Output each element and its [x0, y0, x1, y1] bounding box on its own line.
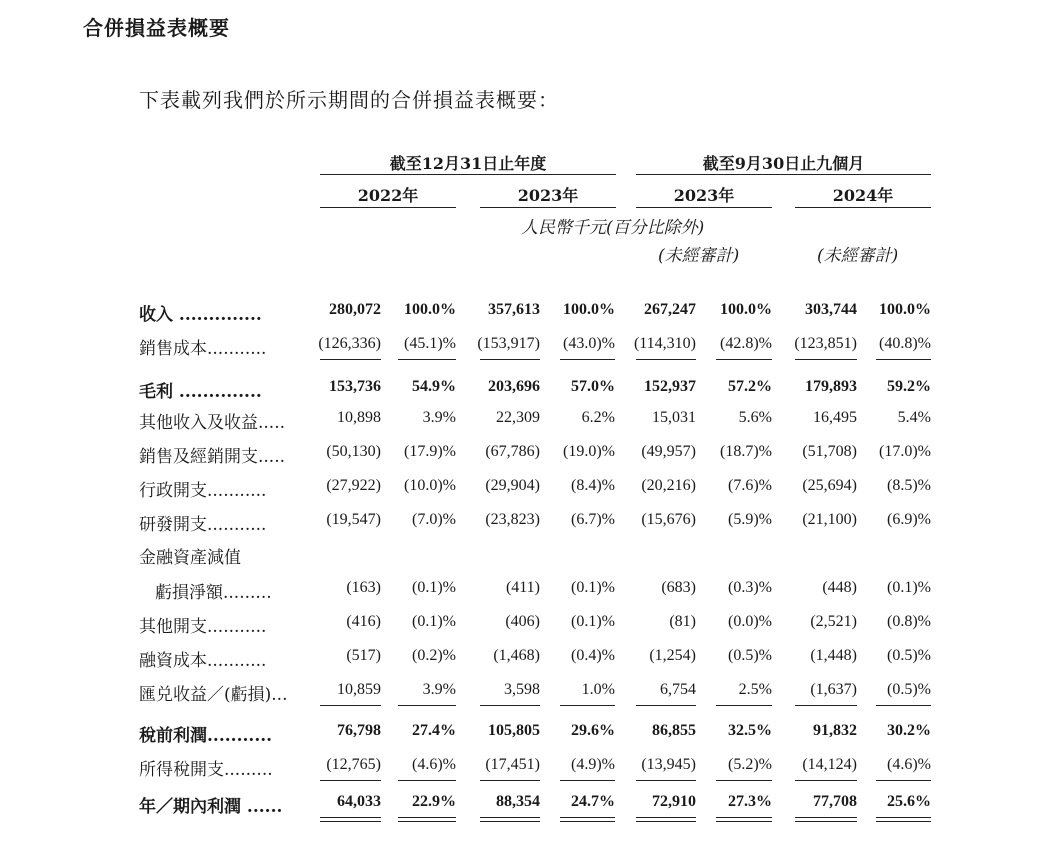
row-label: 其他開支...........: [139, 617, 267, 637]
row-label: 稅前利潤...........: [139, 726, 273, 746]
row-label: 研發開支...........: [139, 515, 267, 535]
subtotal-underline: [716, 705, 772, 706]
subtotal-underline: [560, 359, 615, 360]
cell-amount: 64,033: [337, 793, 381, 810]
cell-percent: (19.0)%: [563, 443, 615, 460]
cell-percent: (0.0)%: [728, 613, 772, 630]
row-label: 其他收入及收益.....: [139, 413, 286, 433]
cell-percent: 1.0%: [581, 681, 615, 698]
cell-amount: (406): [505, 613, 540, 630]
cell-amount: 6,754: [660, 681, 696, 698]
cell-percent: (6.9)%: [887, 511, 931, 528]
cell-amount: (67,786): [485, 443, 540, 460]
subtotal-underline: [876, 780, 931, 781]
cell-percent: (5.9)%: [728, 511, 772, 528]
cell-amount: (1,637): [810, 681, 857, 698]
cell-amount: 280,072: [329, 301, 381, 318]
cell-amount: 86,855: [652, 722, 696, 739]
cell-amount: (683): [661, 579, 696, 596]
cell-percent: 100.0%: [563, 301, 615, 318]
cell-amount: 22,309: [496, 409, 540, 426]
cell-percent: 57.0%: [571, 378, 615, 395]
cell-percent: 59.2%: [887, 378, 931, 395]
cell-amount: (19,547): [326, 511, 381, 528]
intro-text: 下表載列我們於所示期間的合併損益表概要：: [139, 88, 559, 112]
cell-amount: (126,336): [318, 335, 381, 352]
cell-amount: (517): [346, 647, 381, 664]
cell-percent: (0.1)%: [412, 613, 456, 630]
cell-percent: 2.5%: [738, 681, 772, 698]
cell-amount: (14,124): [802, 756, 857, 773]
section-title: 合併損益表概要: [83, 16, 230, 40]
year-header-2022: 2022年: [357, 186, 419, 205]
cell-amount: 10,898: [337, 409, 381, 426]
subtotal-underline: [716, 359, 772, 360]
cell-percent: (0.1)%: [412, 579, 456, 596]
header-rule-nine-months: [636, 174, 931, 175]
cell-amount: (27,922): [326, 477, 381, 494]
year-header-2024: 2024年: [832, 186, 894, 205]
cell-percent: (8.5)%: [887, 477, 931, 494]
total-double-underline: [795, 817, 857, 822]
cell-amount: (12,765): [326, 756, 381, 773]
cell-percent: (0.1)%: [571, 579, 615, 596]
subtotal-underline: [480, 359, 540, 360]
year-header-2023-nine-months: 2023年: [673, 186, 735, 205]
subtotal-underline: [320, 359, 381, 360]
cell-percent: (17.9)%: [404, 443, 456, 460]
cell-amount: 10,859: [337, 681, 381, 698]
subtotal-underline: [876, 705, 931, 706]
cell-amount: 72,910: [652, 793, 696, 810]
total-double-underline: [876, 817, 931, 822]
cell-amount: (411): [505, 579, 540, 596]
row-label: 銷售成本...........: [139, 339, 267, 359]
cell-percent: (0.8)%: [887, 613, 931, 630]
cell-percent: (7.0)%: [412, 511, 456, 528]
subtotal-underline: [716, 780, 772, 781]
cell-percent: (4.9)%: [571, 756, 615, 773]
cell-amount: (15,676): [641, 511, 696, 528]
subtotal-underline: [480, 780, 540, 781]
cell-percent: (7.6)%: [728, 477, 772, 494]
subtotal-underline: [398, 780, 456, 781]
cell-percent: 5.4%: [897, 409, 931, 426]
cell-amount: (416): [346, 613, 381, 630]
cell-amount: (153,917): [477, 335, 540, 352]
row-label: 行政開支...........: [139, 481, 267, 501]
cell-percent: (0.5)%: [887, 647, 931, 664]
cell-amount: 267,247: [644, 301, 696, 318]
cell-percent: 25.6%: [887, 793, 931, 810]
header-group-nine-months: 截至9月30日止九個月: [702, 154, 865, 173]
cell-percent: (4.6)%: [887, 756, 931, 773]
cell-percent: (0.4)%: [571, 647, 615, 664]
cell-percent: (5.2)%: [728, 756, 772, 773]
cell-amount: 88,354: [496, 793, 540, 810]
cell-percent: 22.9%: [412, 793, 456, 810]
total-double-underline: [398, 817, 456, 822]
subtotal-underline: [795, 359, 857, 360]
cell-amount: 15,031: [652, 409, 696, 426]
cell-percent: (0.1)%: [887, 579, 931, 596]
cell-amount: 179,893: [805, 378, 857, 395]
subtotal-underline: [480, 705, 540, 706]
cell-amount: 357,613: [488, 301, 540, 318]
total-double-underline: [560, 817, 615, 822]
cell-amount: (21,100): [802, 511, 857, 528]
cell-amount: 152,937: [644, 378, 696, 395]
cell-percent: 32.5%: [728, 722, 772, 739]
row-label: 毛利 ..............: [139, 382, 262, 402]
row-label: 虧損淨額.........: [155, 583, 272, 603]
cell-percent: 57.2%: [728, 378, 772, 395]
subtotal-underline: [636, 780, 696, 781]
subtotal-underline: [795, 705, 857, 706]
header-rule-annual: [320, 174, 616, 175]
cell-percent: (0.3)%: [728, 579, 772, 596]
cell-percent: 3.9%: [422, 681, 456, 698]
year-rule-2024: [795, 207, 931, 208]
subtotal-underline: [636, 359, 696, 360]
total-double-underline: [716, 817, 772, 822]
cell-percent: 29.6%: [571, 722, 615, 739]
cell-amount: (448): [822, 579, 857, 596]
cell-percent: (42.8)%: [720, 335, 772, 352]
year-header-2023-annual: 2023年: [517, 186, 579, 205]
cell-amount: 153,736: [329, 378, 381, 395]
row-label: 金融資產減值: [139, 548, 241, 568]
cell-amount: 16,495: [813, 409, 857, 426]
cell-amount: 3,598: [504, 681, 540, 698]
cell-amount: 76,798: [337, 722, 381, 739]
cell-percent: 3.9%: [422, 409, 456, 426]
subtotal-underline: [560, 705, 615, 706]
cell-amount: (163): [346, 579, 381, 596]
subtotal-underline: [398, 705, 456, 706]
cell-percent: (4.6)%: [412, 756, 456, 773]
cell-amount: 105,805: [488, 722, 540, 739]
row-label: 年／期內利潤 ......: [139, 797, 283, 817]
subtotal-underline: [560, 780, 615, 781]
cell-amount: (123,851): [794, 335, 857, 352]
cell-amount: (20,216): [641, 477, 696, 494]
unit-note: 人民幣千元(百分比除外): [521, 218, 705, 238]
row-label: 銷售及經銷開支.....: [139, 447, 286, 467]
cell-percent: (0.1)%: [571, 613, 615, 630]
cell-amount: 91,832: [813, 722, 857, 739]
row-label: 收入 ..............: [139, 305, 262, 325]
cell-percent: (0.5)%: [887, 681, 931, 698]
cell-percent: (0.5)%: [728, 647, 772, 664]
cell-amount: (51,708): [802, 443, 857, 460]
cell-amount: (17,451): [485, 756, 540, 773]
cell-percent: (6.7)%: [571, 511, 615, 528]
cell-amount: (13,945): [641, 756, 696, 773]
cell-percent: 27.4%: [412, 722, 456, 739]
cell-amount: (29,904): [485, 477, 540, 494]
subtotal-underline: [320, 780, 381, 781]
row-label: 所得稅開支.........: [139, 760, 273, 780]
cell-percent: 100.0%: [404, 301, 456, 318]
cell-percent: 100.0%: [720, 301, 772, 318]
cell-amount: (1,254): [649, 647, 696, 664]
subtotal-underline: [636, 705, 696, 706]
cell-percent: 6.2%: [581, 409, 615, 426]
unaudited-note-2023: (未經審計): [658, 246, 740, 266]
cell-amount: (81): [669, 613, 696, 630]
cell-amount: (1,448): [810, 647, 857, 664]
cell-percent: (8.4)%: [571, 477, 615, 494]
cell-amount: 77,708: [813, 793, 857, 810]
cell-percent: (10.0)%: [404, 477, 456, 494]
year-rule-2023-annual: [480, 207, 616, 208]
cell-amount: (25,694): [802, 477, 857, 494]
cell-percent: (18.7)%: [720, 443, 772, 460]
cell-percent: (45.1)%: [404, 335, 456, 352]
cell-percent: 100.0%: [879, 301, 931, 318]
subtotal-underline: [320, 705, 381, 706]
cell-amount: 303,744: [805, 301, 857, 318]
total-double-underline: [636, 817, 696, 822]
subtotal-underline: [795, 780, 857, 781]
cell-amount: (114,310): [633, 335, 696, 352]
year-rule-2023-nine-months: [636, 207, 772, 208]
cell-amount: 203,696: [488, 378, 540, 395]
cell-amount: (50,130): [326, 443, 381, 460]
cell-percent: 30.2%: [887, 722, 931, 739]
cell-percent: (40.8)%: [879, 335, 931, 352]
cell-percent: (17.0)%: [879, 443, 931, 460]
cell-percent: 24.7%: [571, 793, 615, 810]
row-label: 匯兑收益／(虧損)...: [139, 685, 288, 705]
total-double-underline: [480, 817, 540, 822]
subtotal-underline: [398, 359, 456, 360]
subtotal-underline: [876, 359, 931, 360]
cell-amount: (49,957): [641, 443, 696, 460]
row-label: 融資成本...........: [139, 651, 267, 671]
cell-percent: 5.6%: [738, 409, 772, 426]
cell-percent: 54.9%: [412, 378, 456, 395]
cell-percent: (0.2)%: [412, 647, 456, 664]
unaudited-note-2024: (未經審計): [817, 246, 899, 266]
header-group-annual: 截至12月31日止年度: [389, 154, 547, 173]
cell-percent: (43.0)%: [563, 335, 615, 352]
total-double-underline: [320, 817, 381, 822]
cell-amount: (2,521): [810, 613, 857, 630]
year-rule-2022: [320, 207, 456, 208]
cell-amount: (1,468): [493, 647, 540, 664]
cell-percent: 27.3%: [728, 793, 772, 810]
cell-amount: (23,823): [485, 511, 540, 528]
